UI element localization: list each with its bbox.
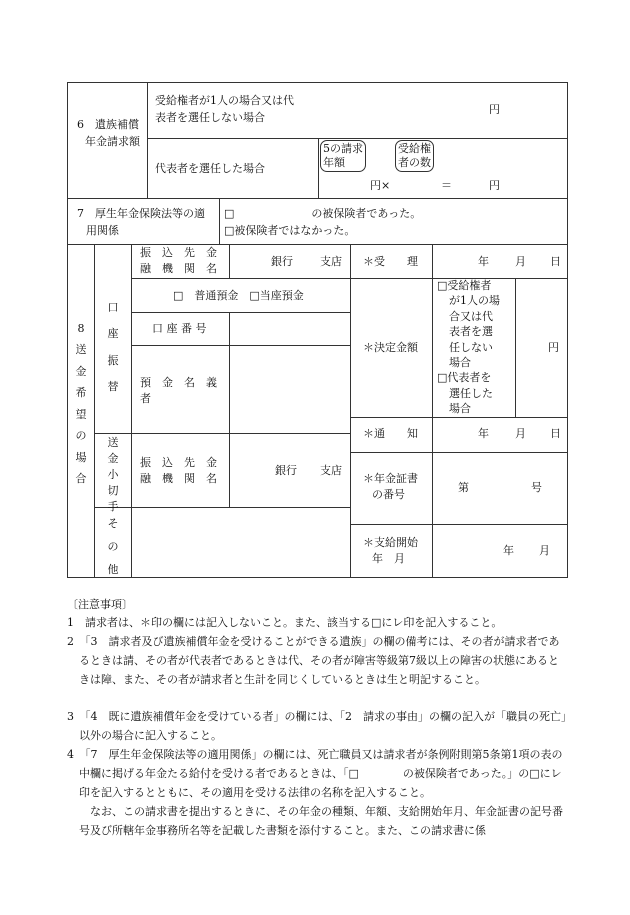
s8-kogitte-bank-line1: 振 込 先 金 [140,456,217,469]
s8-holder-line2: 者 [140,392,151,405]
note-5: なお、この請求書を提出するときに、その年金の種類、年額、支給開始年月、年金証書の記号番号及び所轄年金事務所名等を記載した書類を添付すること。また、この請求書に係 [79,805,563,837]
tsuchi-year: 年 [478,427,489,440]
shosho-go: 号 [531,481,542,494]
juri-month: 月 [515,255,526,268]
s6-badge-annual [320,140,366,172]
s6-badge-annual-line1: 5の請求 [323,142,363,155]
shosho-line1: ＊年金証書 [363,472,418,485]
s8-kogitte-branch: 支店 [320,464,342,477]
kaishi-month: 月 [539,544,550,557]
s7-option-not-insured[interactable]: □被保険者ではなかった。 [224,224,356,237]
juri-label: ＊受 理 [363,255,418,268]
s8-deposit-type[interactable]: □ 普通預金 □当座預金 [173,289,304,302]
tsuchi-month: 月 [515,427,526,440]
s6-formula-yen2: 円 [489,179,500,192]
note-4: 4 「7 厚生年金保険法等の適用関係」の欄には、死亡職員又は請求者が条例附則第5条第1項の表の中欄に掲げる年金たる給付を受ける者であるときは、「□ の被保険者であった。」の□にレ印を記入するとともに、その適用を受ける法律の名称を記入すること。 [67,748,563,799]
s8-furikomi-line1: 振 込 先 金 [140,246,217,259]
tsuchi-label: ＊通 知 [363,427,418,440]
s6-single-line2: 表者を選任しない場合 [155,111,265,124]
juri-year: 年 [478,255,489,268]
s6-label-line1: 6 遺族補償 [77,118,139,131]
notes-heading: 〔注意事項〕 [67,598,133,611]
note-3: 3 「4 既に遺族補償年金を受けている者」の欄には、「2 請求の事由」の欄の記入が「職員の死亡」以外の場合に記入すること。 [67,710,567,742]
s7-option-insured[interactable]: □ の被保険者であった。 [224,207,422,220]
s7-label-line2: 用関係 [86,224,119,237]
shosho-dai: 第 [458,481,469,494]
s6-single-line1: 受給権者が1人の場合又は代 [155,94,294,107]
s6-single-unit: 円 [489,103,500,116]
shosho-line2: の番号 [372,488,405,501]
s6-badge-count-line2: 者の数 [398,156,431,169]
s6-rep-label: 代表者を選任した場合 [155,162,265,175]
s6-badge-count [395,140,434,172]
s8-kogitte-bank-line2: 融 機 関 名 [140,472,217,485]
s6-badge-annual-line2: 年額 [323,156,345,169]
kettei-label: ＊決定金額 [363,341,418,354]
kettei-options: □受給権者 が1人の場 合又は代 表者を選 任しない 場合 □代表者を 選任した 場合 [437,279,500,416]
s6-badge-count-line1: 受給権 [398,142,431,155]
s8-holder-line1: 預 金 名 義 [140,376,217,389]
kettei-unit: 円 [548,341,559,354]
s8-label: 8 送 金 希 望 の 場 合 [75,322,87,486]
note-2: 2 「3 請求者及び遺族補償年金を受けることができる遺族」の欄の備考には、その者が請求者であるときは請、その者が代表者であるときは代、その者が障害等級第7級以上の障害の状態にあるときは障、また、その者が請求者と生計を同じくしているときは生と明記すること。 [67,635,560,686]
s8-account-no: 口 座 番 号 [152,322,207,335]
tsuchi-day: 日 [550,427,561,440]
s6-formula-yen1: 円× [370,179,391,192]
note-1: 1 請求者は、＊印の欄には記入しないこと。また、該当する□にレ印を記入すること。 [67,616,503,629]
s6-label-line2: 年金請求額 [85,135,140,148]
juri-day: 日 [550,255,561,268]
s8-sonota-label: そ の 他 [107,517,119,577]
s8-furikomi-line2: 融 機 関 名 [140,262,217,275]
kaishi-line1: ＊支給開始 [363,536,418,549]
s8-branch: 支店 [320,255,342,268]
s7-label-line1: 7 厚生年金保険法等の適 [77,207,205,220]
s8-bank: 銀行 [271,255,293,268]
s6-formula-eq: ＝ [441,179,452,192]
s8-kogitte-bank: 銀行 [275,464,297,477]
s8-koza-label: 口 座 振 替 [107,301,119,394]
s8-kogitte-label: 送 金 小 切 手 [107,436,119,513]
kaishi-year: 年 [503,544,514,557]
kaishi-line2: 年 月 [372,552,405,565]
